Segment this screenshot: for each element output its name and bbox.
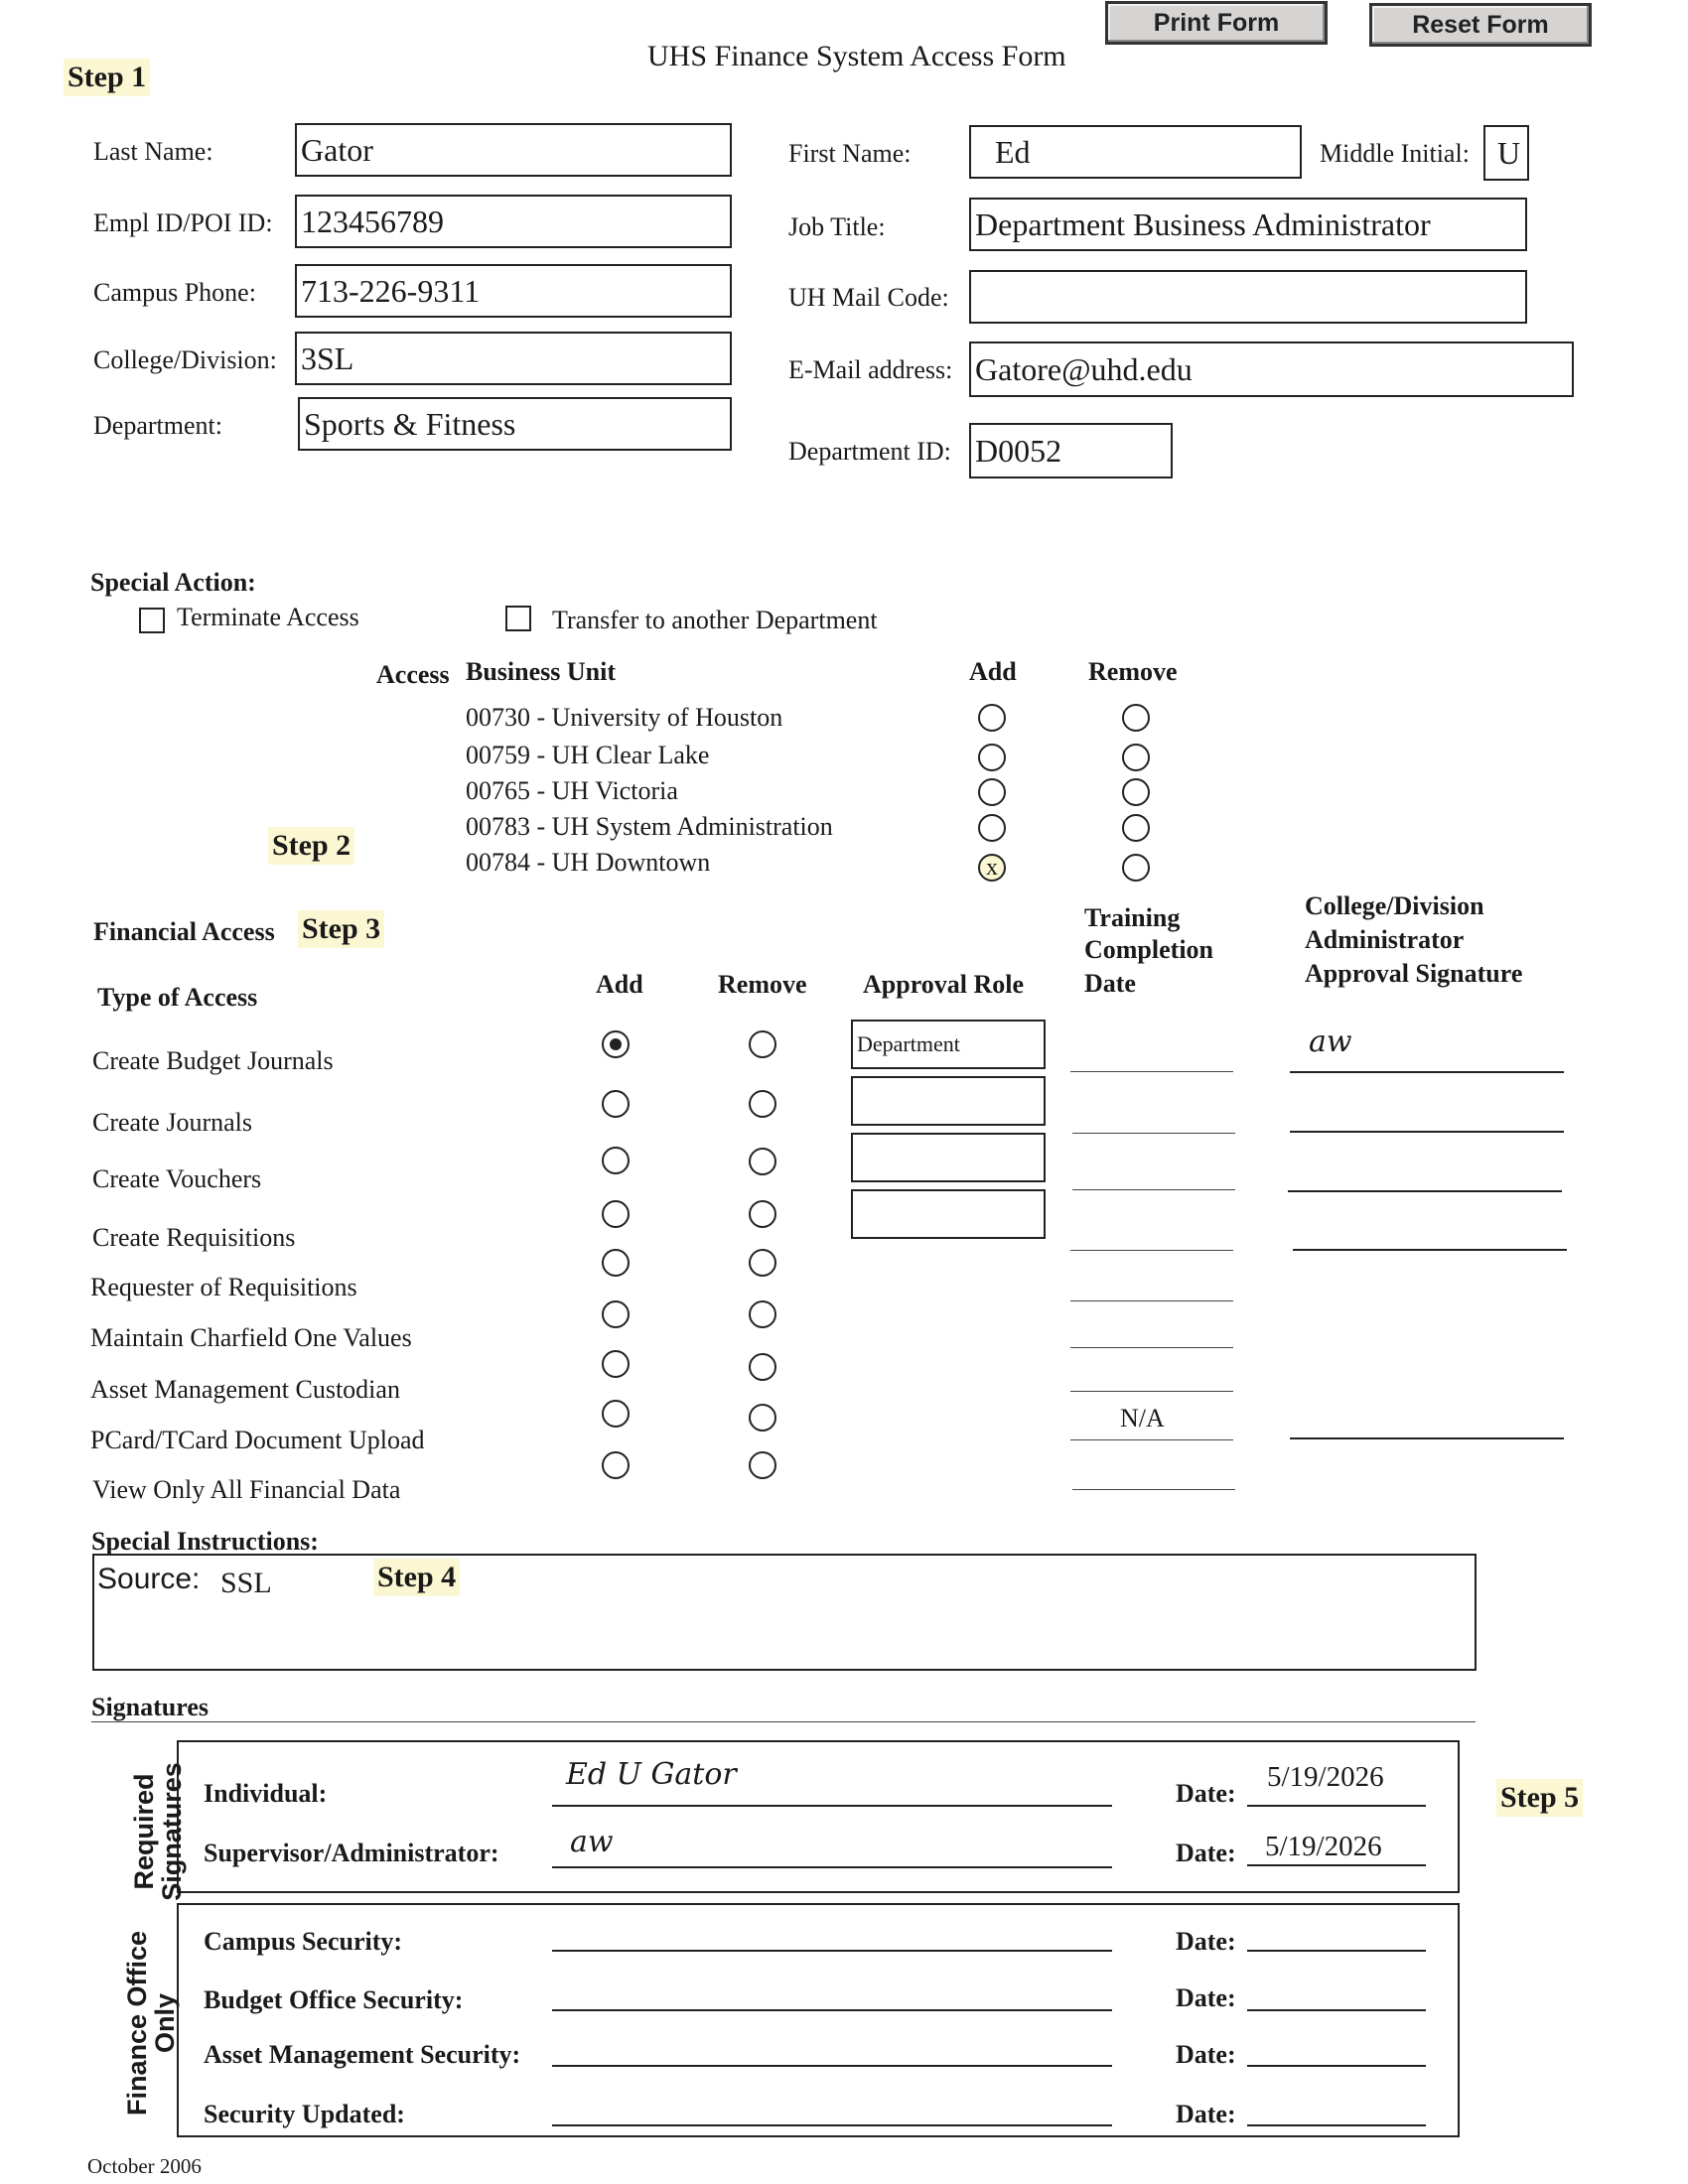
access-remove-radio[interactable] <box>749 1249 776 1277</box>
step-2-label: Step 2 <box>268 827 354 865</box>
asset-security-date-line[interactable] <box>1247 2065 1426 2067</box>
business-unit-remove-radio[interactable] <box>1122 814 1150 842</box>
business-unit-add-radio[interactable] <box>978 778 1006 806</box>
signatures-heading: Signatures <box>91 1693 209 1721</box>
access-remove-radio[interactable] <box>749 1090 776 1118</box>
training-date-value: N/A <box>1120 1404 1165 1433</box>
college-division-field[interactable]: 3SL <box>295 332 732 385</box>
college-division-label: College/Division: <box>93 345 277 374</box>
type-of-access-heading: Type of Access <box>97 983 258 1012</box>
campus-security-date-label: Date: <box>1176 1927 1236 1956</box>
access-add-radio[interactable] <box>602 1090 630 1118</box>
access-add-heading: Add <box>969 657 1017 686</box>
supervisor-date-line[interactable] <box>1247 1864 1426 1866</box>
training-date-line[interactable] <box>1070 1347 1233 1348</box>
budget-security-date-line[interactable] <box>1247 2009 1426 2011</box>
security-updated-label: Security Updated: <box>204 2100 405 2128</box>
department-label: Department: <box>93 411 222 440</box>
security-updated-line[interactable] <box>552 2124 1112 2126</box>
security-updated-date-label: Date: <box>1176 2100 1236 2128</box>
middle-initial-field[interactable]: U <box>1483 125 1529 181</box>
business-unit-remove-radio[interactable] <box>1122 778 1150 806</box>
access-add-radio[interactable] <box>602 1350 630 1378</box>
step-4-label: Step 4 <box>373 1559 460 1596</box>
admin-signature-line[interactable] <box>1290 1131 1564 1133</box>
asset-security-date-label: Date: <box>1176 2040 1236 2069</box>
email-field[interactable]: Gatore@uhd.edu <box>969 341 1574 397</box>
business-unit-add-radio[interactable] <box>978 704 1006 732</box>
empl-id-field[interactable]: 123456789 <box>295 195 732 248</box>
business-unit-label: 00783 - UH System Administration <box>466 812 833 841</box>
business-unit-add-radio[interactable] <box>978 814 1006 842</box>
access-label: Access <box>376 660 450 689</box>
supervisor-label: Supervisor/Administrator: <box>204 1839 499 1867</box>
special-action-heading: Special Action: <box>90 568 256 597</box>
access-add-radio[interactable] <box>602 1400 630 1428</box>
financial-access-heading: Financial Access <box>93 917 275 946</box>
department-field[interactable]: Sports & Fitness <box>298 397 732 451</box>
training-date-line[interactable] <box>1072 1489 1235 1490</box>
step-1-label: Step 1 <box>64 59 150 96</box>
step-3-label: Step 3 <box>298 910 384 948</box>
required-label-line: Required <box>129 1773 159 1890</box>
admin-signature-line[interactable] <box>1293 1249 1567 1251</box>
security-updated-date-line[interactable] <box>1247 2124 1426 2126</box>
department-id-field[interactable]: D0052 <box>969 423 1173 478</box>
terminate-access-checkbox[interactable] <box>139 608 165 633</box>
access-remove-radio[interactable] <box>749 1404 776 1432</box>
empl-id-label: Empl ID/POI ID: <box>93 208 273 237</box>
access-remove-heading: Remove <box>1088 657 1178 686</box>
footer-date: October 2006 <box>87 2154 202 2178</box>
supervisor-date-value: 5/19/2026 <box>1265 1831 1382 1862</box>
admin-approval-heading: College/Division <box>1305 891 1484 920</box>
job-title-field[interactable]: Department Business Administrator <box>969 198 1527 251</box>
access-add-radio[interactable] <box>602 1249 630 1277</box>
access-remove-radio[interactable] <box>749 1300 776 1328</box>
last-name-field[interactable]: Gator <box>295 123 732 177</box>
source-label: Source: <box>97 1563 201 1595</box>
training-date-line[interactable] <box>1070 1439 1233 1440</box>
individual-date-line[interactable] <box>1247 1805 1426 1807</box>
mail-code-label: UH Mail Code: <box>788 283 949 312</box>
access-type-label: Maintain Charfield One Values <box>90 1323 412 1352</box>
financial-remove-heading: Remove <box>718 970 807 999</box>
required-signatures-label <box>130 1747 194 1916</box>
training-date-line[interactable] <box>1070 1250 1233 1251</box>
special-instructions-heading: Special Instructions: <box>91 1527 319 1556</box>
admin-signature-line[interactable] <box>1290 1071 1564 1073</box>
first-name-label: First Name: <box>788 139 912 168</box>
access-add-radio[interactable] <box>602 1300 630 1328</box>
access-type-label: Requester of Requisitions <box>90 1273 357 1301</box>
signatures-divider <box>91 1721 1476 1722</box>
access-remove-radio[interactable] <box>749 1030 776 1058</box>
business-unit-add-radio[interactable] <box>978 854 1006 882</box>
access-add-radio[interactable] <box>602 1200 630 1228</box>
approval-role-field[interactable]: Department <box>851 1020 1046 1069</box>
transfer-department-checkbox[interactable] <box>505 606 531 631</box>
training-heading: Date <box>1084 969 1136 998</box>
admin-approval-heading: Approval Signature <box>1305 959 1523 988</box>
required-label-line: Signatures <box>157 1762 188 1901</box>
access-type-label: Create Journals <box>92 1108 253 1137</box>
individual-date-label: Date: <box>1176 1779 1236 1808</box>
access-remove-radio[interactable] <box>749 1148 776 1175</box>
access-add-radio[interactable] <box>602 1147 630 1174</box>
supervisor-date-label: Date: <box>1176 1839 1236 1867</box>
access-type-label: Asset Management Custodian <box>90 1375 400 1404</box>
access-type-label: Create Vouchers <box>92 1164 262 1193</box>
admin-signature-line[interactable] <box>1288 1190 1562 1192</box>
reset-form-button[interactable]: Reset Form <box>1369 3 1592 47</box>
training-heading: Completion <box>1084 935 1213 964</box>
training-date-line[interactable] <box>1070 1071 1233 1072</box>
access-type-label: View Only All Financial Data <box>92 1475 401 1504</box>
supervisor-signature-line[interactable] <box>552 1866 1112 1868</box>
business-unit-remove-radio[interactable] <box>1122 854 1150 882</box>
business-unit-remove-radio[interactable] <box>1122 704 1150 732</box>
business-unit-label: 00730 - University of Houston <box>466 703 783 732</box>
business-unit-remove-radio[interactable] <box>1122 744 1150 771</box>
budget-security-date-label: Date: <box>1176 1983 1236 2012</box>
approval-role-field[interactable] <box>851 1076 1046 1126</box>
supervisor-signature: aw <box>570 1825 614 1859</box>
job-title-label: Job Title: <box>788 212 886 241</box>
individual-signature-line[interactable] <box>552 1805 1112 1807</box>
approval-role-field[interactable] <box>851 1133 1046 1182</box>
access-remove-radio[interactable] <box>749 1353 776 1381</box>
training-date-line[interactable] <box>1070 1391 1233 1392</box>
access-type-label: Create Requisitions <box>92 1223 296 1252</box>
campus-phone-label: Campus Phone: <box>93 278 256 307</box>
terminate-access-label: Terminate Access <box>177 603 359 631</box>
selected-x-mark: x <box>986 855 998 881</box>
approval-role-field[interactable] <box>851 1189 1046 1239</box>
business-unit-label: 00759 - UH Clear Lake <box>466 741 710 769</box>
print-form-button[interactable]: Print Form <box>1105 1 1328 45</box>
business-unit-heading: Business Unit <box>466 657 616 686</box>
source-value: SSL <box>220 1567 272 1599</box>
campus-security-label: Campus Security: <box>204 1927 403 1956</box>
individual-date-value: 5/19/2026 <box>1267 1761 1384 1793</box>
campus-security-line[interactable] <box>552 1950 1112 1952</box>
mail-code-field[interactable] <box>969 270 1527 324</box>
asset-security-line[interactable] <box>552 2065 1112 2067</box>
approval-role-heading: Approval Role <box>863 970 1025 999</box>
access-remove-radio[interactable] <box>749 1451 776 1479</box>
campus-phone-field[interactable]: 713-226-9311 <box>295 264 732 318</box>
last-name-label: Last Name: <box>93 137 213 166</box>
access-add-radio[interactable] <box>602 1030 630 1058</box>
transfer-department-label: Transfer to another Department <box>552 606 878 634</box>
budget-security-line[interactable] <box>552 2009 1112 2011</box>
finance-label-line: Finance Office <box>122 1930 152 2116</box>
access-remove-radio[interactable] <box>749 1200 776 1228</box>
campus-security-date-line[interactable] <box>1247 1950 1426 1952</box>
middle-initial-label: Middle Initial: <box>1320 139 1470 168</box>
individual-signature: Ed U Gator <box>566 1757 737 1792</box>
training-date-line[interactable] <box>1070 1300 1233 1301</box>
training-date-line[interactable] <box>1072 1133 1235 1134</box>
page-title: UHS Finance System Access Form <box>647 40 1066 72</box>
business-unit-label: 00784 - UH Downtown <box>466 848 711 877</box>
admin-signature-line[interactable] <box>1290 1437 1564 1439</box>
training-date-line[interactable] <box>1072 1189 1235 1190</box>
finance-office-label <box>123 1904 187 2142</box>
individual-label: Individual: <box>204 1779 328 1808</box>
department-id-label: Department ID: <box>788 437 951 466</box>
asset-security-label: Asset Management Security: <box>204 2040 521 2069</box>
business-unit-label: 00765 - UH Victoria <box>466 776 678 805</box>
business-unit-add-radio[interactable] <box>978 744 1006 771</box>
financial-add-heading: Add <box>596 970 643 999</box>
email-label: E-Mail address: <box>788 355 953 384</box>
first-name-field[interactable]: Ed <box>969 125 1302 179</box>
step-5-label: Step 5 <box>1496 1779 1583 1817</box>
finance-label-line: Only <box>150 1993 181 2054</box>
special-instructions-box[interactable] <box>92 1554 1477 1671</box>
training-heading: Training <box>1084 903 1181 932</box>
admin-approval-heading: Administrator <box>1305 925 1465 954</box>
budget-security-label: Budget Office Security: <box>204 1985 464 2014</box>
admin-signature: aw <box>1309 1024 1352 1059</box>
access-type-label: Create Budget Journals <box>92 1046 334 1075</box>
access-add-radio[interactable] <box>602 1451 630 1479</box>
access-type-label: PCard/TCard Document Upload <box>90 1426 425 1454</box>
